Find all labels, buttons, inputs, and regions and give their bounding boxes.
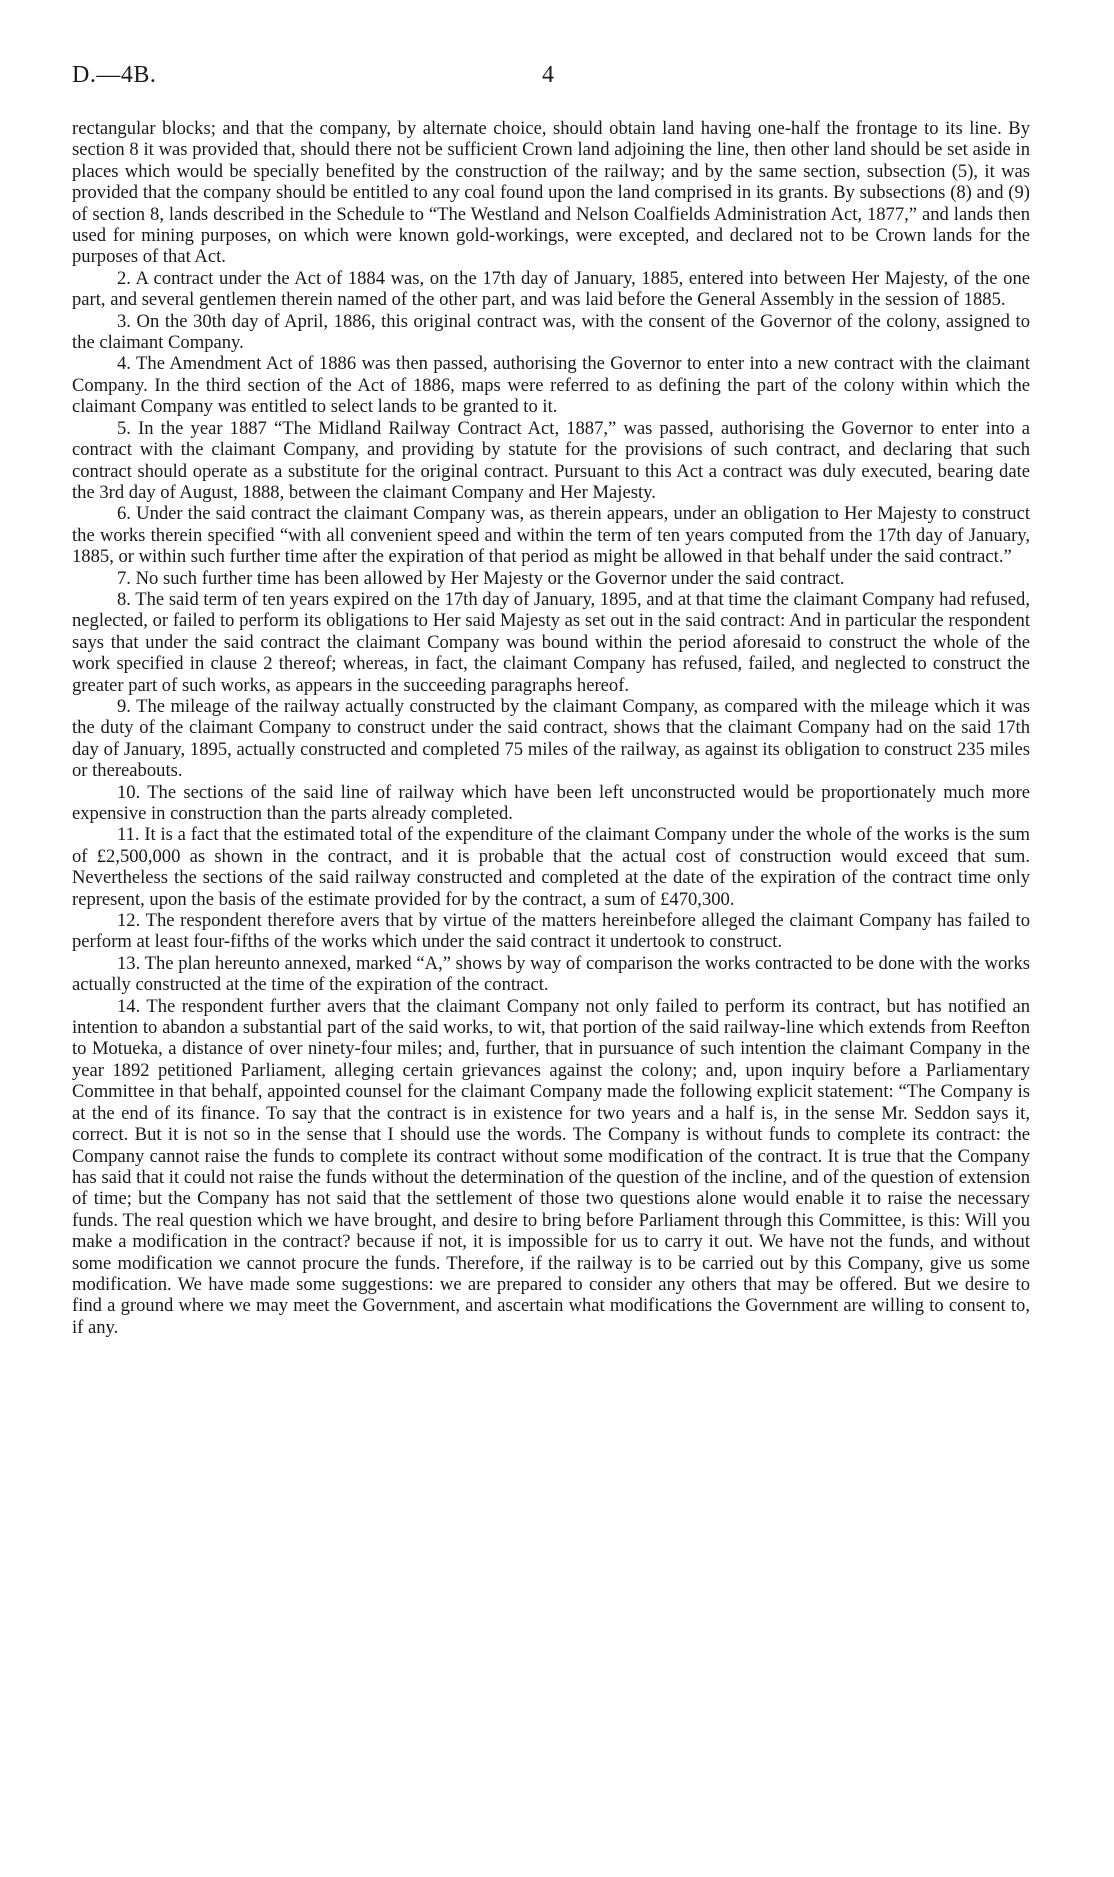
paragraph-13: 13. The plan hereunto annexed, marked “A,” shows by way of comparison the works contracted to be done with the works actually constructed at the time of the expiration of the contract.: [72, 952, 1030, 996]
paragraph-8: 8. The said term of ten years expired on the 17th day of January, 1895, and at that time the claimant Company had refused, neglected, or failed to perform its obligations to Her said Majesty as set out in the said contract: And in particular the respondent says that under the said contract the claimant Company was bound within the period aforesaid to construct the whole of the work specified in clause 2 thereof; whereas, in fact, the claimant Company has refused, failed, and neglected to construct the greater part of such works, as appears in the succeeding paragraphs hereof.: [72, 588, 1030, 696]
paragraph-5: 5. In the year 1887 “The Midland Railway Contract Act, 1887,” was passed, authorising the Governor to enter into a contract with the claimant Company, and providing by statute for the provisions of such contract, and declaring that such contract should operate as a substitute for the original contract. Pursuant to this Act a contract was duly executed, bearing date the 3rd day of August, 1888, between the claimant Company and Her Majesty.: [72, 417, 1030, 503]
page-number: 4: [542, 62, 554, 88]
paragraph-continuation: rectangular blocks; and that the company, by alternate choice, should obtain land having one-half the frontage to its line. By section 8 it was provided that, should there not be sufficient Crown land adjoining the line, then other land should be set aside in places which would be specially benefited by the construction of the railway; and by the same section, subsection (5), it was provided that the company should be entitled to any coal found upon the land comprised in its grants. By subsections (8) and (9) of section 8, lands described in the Schedule to “The Westland and Nelson Coalfields Administration Act, 1877,” and lands then used for mining purposes, on which were known gold-workings, were excepted, and declared not to be Crown lands for the purposes of that Act.: [72, 118, 1030, 268]
paragraph-3: 3. On the 30th day of April, 1886, this original contract was, with the consent of the Governor of the colony, assigned to the claimant Company.: [72, 310, 1030, 354]
paragraph-7: 7. No such further time has been allowed by Her Majesty or the Governor under the said contract.: [117, 567, 845, 589]
paragraph-2: 2. A contract under the Act of 1884 was, on the 17th day of January, 1885, entered into between Her Majesty, of the one part, and several gentlemen therein named of the other part, and was laid before the General Assembly in the session of 1885.: [72, 267, 1030, 311]
body-text: [72, 118, 1030, 1338]
paragraph-14: 14. The respondent further avers that the claimant Company not only failed to perform its contract, but has notified an intention to abandon a substantial part of the said works, to wit, that portion of the said railway-line which extends from Reefton to Motueka, a distance of over ninety-four miles; and, further, that in pursuance of such intention the claimant Company in the year 1892 petitioned Parliament, alleging certain grievances against the colony; and, upon inquiry before a Parliamentary Committee in that behalf, appointed counsel for the claimant Company made the following explicit statement: “The Company is at the end of its finance. To say that the contract is in existence for two years and a half is, in the sense Mr. Seddon says it, correct. But it is not so in the sense that I should use the words. The Company is without funds to complete its contract: the Company cannot raise the funds to complete its contract without some modification of the contract. It is true that the Company has said that it could not raise the funds without the determination of the question of the incline, and of the question of extension of time; but the Company has not said that the settlement of those two questions alone would enable it to raise the necessary funds. The real question which we have brought, and desire to bring before Parliament through this Committee, is this: Will you make a modification in the contract? because if not, it is impossible for us to carry it out. We have not the funds, and without some modification we cannot procure the funds. Therefore, if the railway is to be carried out by this Company, give us some modification. We have made some suggestions: we are prepared to consider any others that may be offered. But we desire to find a ground where we may meet the Government, and ascertain what modifications the Government are willing to consent to, if any.: [72, 995, 1030, 1338]
page-header: [72, 62, 1042, 92]
paragraph-10: 10. The sections of the said line of railway which have been left unconstructed would be proportionately much more expensive in construction than the parts already completed.: [72, 781, 1030, 824]
paragraph-6: 6. Under the said contract the claimant Company was, as therein appears, under an obligation to Her Majesty to construct the works therein specified “with all convenient speed and within the term of ten years computed from the 17th day of January, 1885, or within such further time after the expiration of that period as might be allowed in that behalf under the said contract.”: [72, 503, 1030, 568]
document-reference: D.—4B.: [72, 62, 157, 88]
paragraph-9: 9. The mileage of the railway actually constructed by the claimant Company, as compared with the mileage which it was the duty of the claimant Company to construct under the said contract, shows that the claimant Company had on the said 17th day of January, 1895, actually constructed and completed 75 miles of the railway, as against its obligation to construct 235 miles or thereabouts.: [72, 695, 1030, 782]
paragraph-11: 11. It is a fact that the estimated total of the expenditure of the claimant Company under the whole of the works is the sum of £2,500,000 as shown in the contract, and it is probable that the actual cost of construction would exceed that sum. Nevertheless the sections of the said railway constructed and completed at the date of the expiration of the contract time only represent, upon the basis of the estimate provided for by the contract, a sum of £470,300.: [72, 824, 1030, 910]
paragraph-12: 12. The respondent therefore avers that by virtue of the matters hereinbefore alleged the claimant Company has failed to perform at least four-fifths of the works which under the said contract it undertook to construct.: [72, 910, 1030, 953]
paragraph-4: 4. The Amendment Act of 1886 was then passed, authorising the Governor to enter into a new contract with the claimant Company. In the third section of the Act of 1886, maps were referred to as defining the part of the colony within which the claimant Company was entitled to select lands to be granted to it.: [72, 353, 1030, 418]
